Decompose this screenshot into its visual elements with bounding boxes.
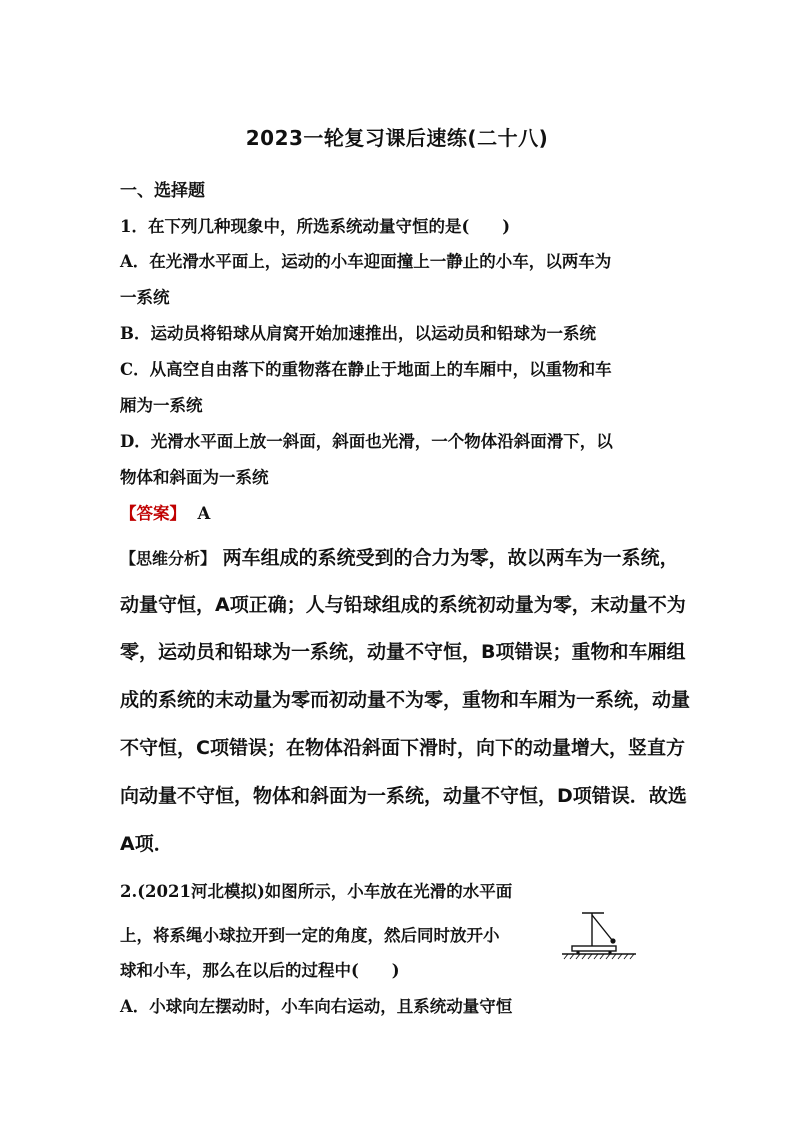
q2-stem-line3: 球和小车，那么在以后的过程中( ) (120, 961, 400, 980)
q1-option-b: B．运动员将铅球从肩窝开始加速推出，以运动员和铅球为一系统 (120, 324, 596, 343)
analysis-text-1: 两车组成的系统受到的合力为零，故以两车为一系统， (222, 547, 679, 569)
q1-analysis-line5: 不守恒，C项错误；在物体沿斜面下滑时，向下的动量增大，竖直方 (120, 737, 685, 759)
page-title: 2023一轮复习课后速练(二十八) (245, 126, 549, 150)
q1-option-c-line2: 厢为一系统 (120, 396, 203, 415)
q2-source: 河北模拟 (190, 882, 257, 901)
q2-number: 2.(2021 (120, 882, 191, 901)
ground-hatching (564, 954, 634, 959)
q1-analysis-line6: 向动量不守恒，物体和斜面为一系统，动量不守恒，D项错误．故选 (120, 785, 687, 807)
cart-pendulum-figure (556, 906, 640, 964)
q2-stem-line1 (120, 878, 512, 902)
answer-value: A (197, 504, 211, 523)
q2-option-a: A．小球向左摆动时，小车向右运动，且系统动量守恒 (120, 997, 513, 1016)
cart-wheel-right (608, 951, 611, 954)
q1-analysis-line1 (120, 543, 679, 570)
q2-stem-line2: 上，将系绳小球拉开到一定的角度，然后同时放开小 (120, 926, 500, 945)
answer-tag: 【答案】 (120, 504, 186, 523)
cart-wheel-left (576, 951, 579, 954)
analysis-tag: 【思维分析】 (120, 549, 217, 568)
q2-stem-rest: )如图所示，小车放在光滑的水平面 (256, 882, 513, 901)
q1-option-d-line2: 物体和斜面为一系统 (120, 468, 269, 487)
q1-analysis-line2: 动量守恒，A项正确；人与铅球组成的系统初动量为零，末动量不为 (120, 594, 686, 616)
pendulum-string (592, 915, 612, 940)
q1-analysis-line4: 成的系统的末动量为零而初动量不为零，重物和车厢为一系统，动量 (120, 689, 691, 711)
q1-option-a-line2: 一系统 (120, 288, 170, 307)
q1-analysis-line3: 零，运动员和铅球为一系统，动量不守恒，B项错误；重物和车厢组 (120, 641, 686, 663)
q1-option-c-line1: C．从高空自由落下的重物落在静止于地面上的车厢中，以重物和车 (120, 360, 612, 379)
pendulum-ball (610, 938, 615, 943)
q1-analysis-line7: A项． (120, 833, 173, 855)
q1-option-a-line1: A．在光滑水平面上，运动的小车迎面撞上一静止的小车，以两车为 (120, 252, 612, 271)
cart-body (572, 946, 616, 951)
section-heading: 一、选择题 (120, 181, 205, 201)
q1-option-d-line1: D．光滑水平面上放一斜面，斜面也光滑，一个物体沿斜面滑下，以 (120, 432, 613, 451)
q1-answer-line (120, 500, 210, 524)
q1-stem: 1．在下列几种现象中，所选系统动量守恒的是( ) (120, 217, 511, 236)
